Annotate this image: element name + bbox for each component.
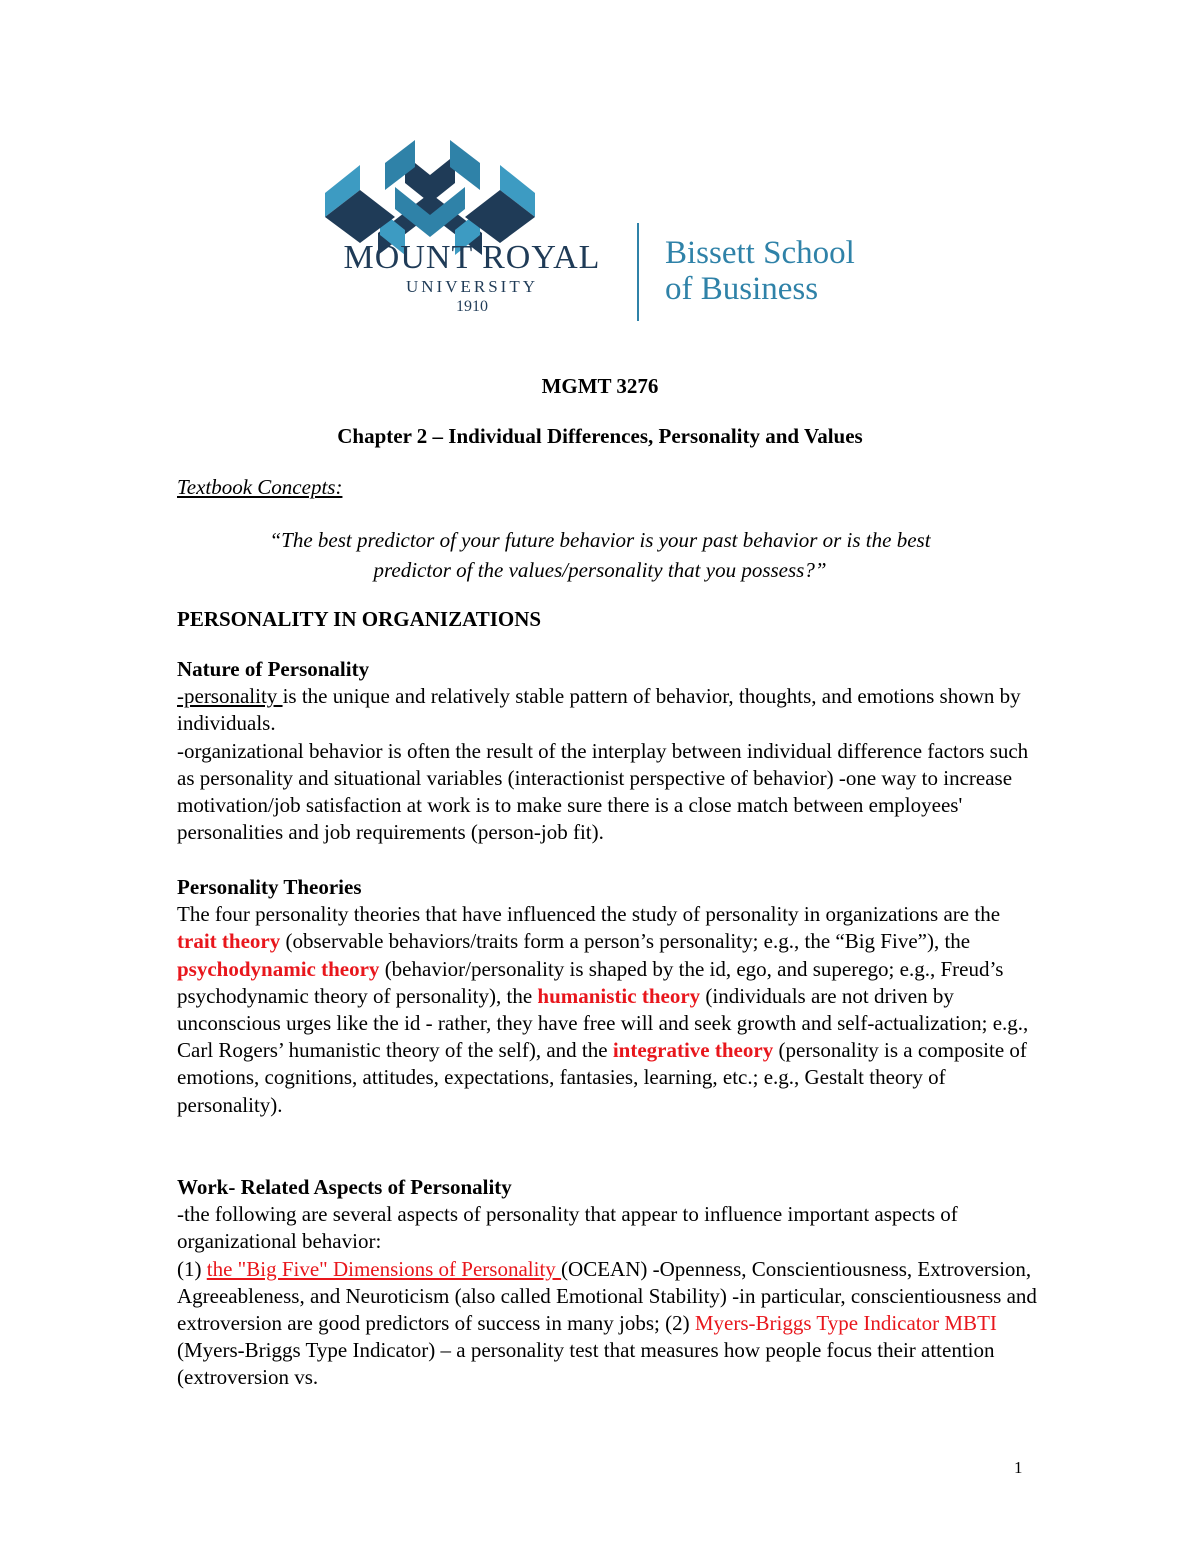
humanistic-theory: humanistic theory [537,983,701,1008]
theories-text-3: (behavior/personality is shaped by the id, ego, and superego; e.g., Freud’s psychodynamic theory of personality), the [177,956,1004,1008]
work-text-2: (OCEAN) -Openness, Conscientiousness, Extroversion, Agreeableness, and Neuroticism (also called Emotional Stability) -in particular, conscientiousness and extroversion are good predictors of success in many jobs; (2) [177,1256,1037,1336]
quote-line-1: “The best predictor of your future behavior is your past behavior or is the best [269,528,931,552]
theories-text-5: (personality is a composite of emotions, cognitions, attitudes, expectations, fantasies, learning, etc.; e.g., Gestalt theory of personality). [177,1038,1027,1117]
quote-line-2: predictor of the values/personality that you possess?” [373,558,827,582]
nature-section [177,656,1037,846]
trait-theory: trait theory [177,929,281,954]
section-title: PERSONALITY IN ORGANIZATIONS [177,607,542,631]
logo-university-sub: UNIVERSITY [406,277,538,296]
psychodynamic-theory: psychodynamic theory [177,956,380,981]
work-text-3: (Myers-Briggs Type Indicator) – a personality test that measures how people focus their attention (extroversion vs. [177,1338,995,1390]
work-paragraph [177,1256,1037,1392]
nature-heading: Nature of Personality [177,657,370,681]
concepts-label: Textbook Concepts: [177,475,343,499]
theories-text-1: The four personality theories that have influenced the study of personality in organizations are the [177,902,1001,927]
theories-heading: Personality Theories [177,875,362,899]
course-code: MGMT 3276 [541,374,659,398]
work-heading: Work- Related Aspects of Personality [177,1175,512,1199]
logo-school-line1: Bissett School [665,235,855,271]
logo-school-line2: of Business [665,271,819,307]
university-logo [320,135,900,330]
personality-definition: is the unique and relatively stable pattern of behavior, thoughts, and emotions shown by individuals. [177,684,1021,736]
big-five-link: the "Big Five" Dimensions of Personality [206,1256,562,1281]
page-number: 1 [1014,1458,1023,1477]
theories-paragraph [177,901,1037,1119]
theories-text-2: (observable behaviors/traits form a person’s personality; e.g., the “Big Five”), the [280,929,971,954]
work-section [177,1174,1037,1392]
personality-term: -personality [177,684,283,709]
integrative-theory: integrative theory [612,1038,774,1063]
mbti-term: Myers-Briggs Type Indicator MBTI [694,1311,997,1336]
theories-section [177,874,1037,1119]
nature-paragraph: -organizational behavior is often the result of the interplay between individual difference factors such as personality and situational variables (interactionist perspective of behavior) -one way to increase motivation/job satisfaction at work is to make sure there is a close match between employees' personalities and job requirements (person-job fit). [177,738,1029,845]
logo-year: 1910 [456,298,488,315]
logo-university-name: MOUNT ROYAL [343,239,601,276]
quote [0,525,1200,585]
work-intro: -the following are several aspects of personality that appear to influence important aspects of organizational behavior: [177,1202,958,1254]
work-text-1: (1) [177,1256,207,1281]
chapter-title: Chapter 2 – Individual Differences, Personality and Values [337,424,863,448]
theories-text-4: (individuals are not driven by unconscious urges like the id - rather, they have free will and seek growth and self-actualization; e.g., Carl Rogers’ humanistic theory of the self), and the [177,983,1029,1063]
nature-definition [177,683,1037,737]
